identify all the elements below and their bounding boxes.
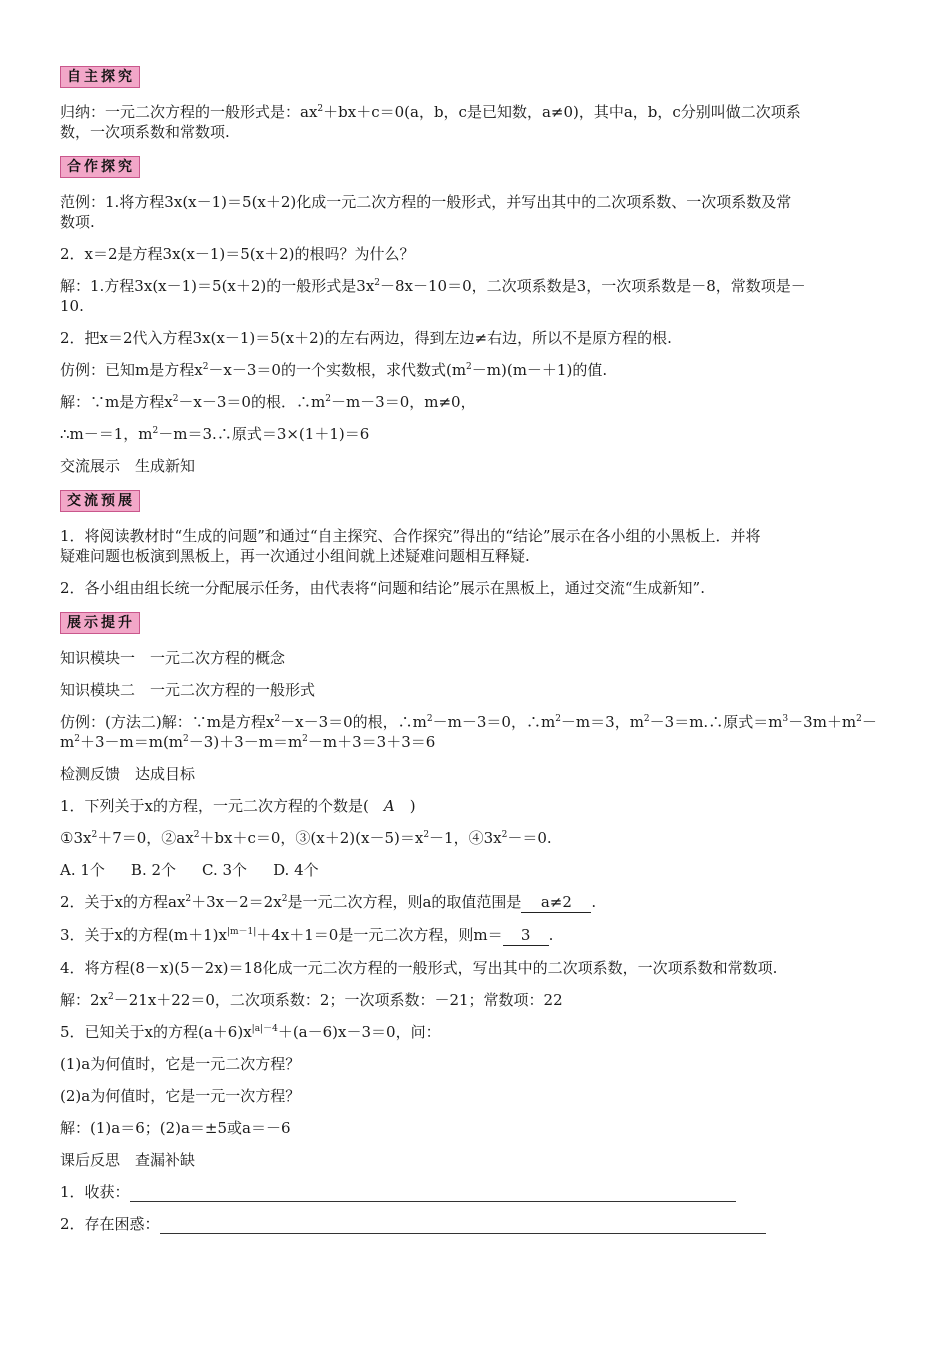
question-1: 1．下列关于x的方程，一元二次方程的个数是( A ) <box>60 797 416 815</box>
question-5-solution: 解：(1)a＝6；(2)a＝±5或a＝－6 <box>60 1119 291 1137</box>
answer-q2: a≠2 <box>521 892 591 913</box>
question-5-part-2: (2)a为何值时，它是一元一次方程？ <box>60 1087 301 1105</box>
question-4: 4．将方程(8－x)(5－2x)＝18化成一元二次方程的一般形式，写出其中的二次项系数，一次项系数和常数项. <box>60 959 778 977</box>
question-1-options <box>60 860 890 880</box>
imitation-solution-2: ∴m－＝1，$m^2-m=3.\therefore$原式＝3×(1＋1)＝6 <box>60 425 370 443</box>
section-tag-hezuo: 合作探究 <box>60 156 890 178</box>
answer-q1: A <box>383 797 395 815</box>
example-solution-1: 解：1.方程3x(x－1)＝5(x＋2)的一般形式是$3x^2-8x-10=0$，二次项系数是3，一次项系数是－8，常数项是－ 10. <box>60 277 806 315</box>
knowledge-module-2: 知识模块二 一元二次方程的一般形式 <box>60 681 316 699</box>
summary-paragraph: 归纳：一元二次方程的一般形式是：$ax^2+bx+c=0(a$，b，c是已知数，a≠0)，其中a，b，c分别叫做二次项系 数，一次项系数和常数项. <box>60 103 801 141</box>
example-question-2: 2．x＝2是方程3x(x－1)＝5(x＋2)的根吗？为什么？ <box>60 245 415 263</box>
imitation-question: 仿例：已知m是方程$x^2-x-3=0$的一个实数根，求代数式$(m^2-m)(m-+1)$的值. <box>60 361 608 379</box>
option-a: A. 1个 <box>60 861 105 879</box>
option-c: C. 3个 <box>202 861 248 879</box>
question-3: 3．关于x的方程$(m+1)x^{|m-1|}+4x+1=0$是一元二次方程，则m＝ 3 . <box>60 926 554 944</box>
section-tag-zhanshi: 展示提升 <box>60 612 890 634</box>
reflection-gain: 1．收获： <box>60 1182 890 1202</box>
example-solution-2: 2．把x＝2代入方程3x(x－1)＝5(x＋2)的左右两边，得到左边≠右边，所以不是原方程的根. <box>60 329 672 347</box>
question-2: 2．关于x的方程$ax^2+3x-2=2x^2$是一元二次方程，则a的取值范围是 a≠2 . <box>60 893 597 911</box>
option-d: D. 4个 <box>273 861 319 879</box>
confusion-blank-line[interactable] <box>160 1219 766 1234</box>
question-5-part-1: (1)a为何值时，它是一元二次方程？ <box>60 1055 301 1073</box>
section-tag-zizhu: 自主探究 <box>60 66 890 88</box>
section-tag-jiaoliu: 交流预展 <box>60 490 890 512</box>
imitation-solution-1: 解：∵m是方程$x^2-x-3=0$的根．$\therefore m^2-m-3=0$，m≠0， <box>60 393 476 411</box>
exchange-title: 交流展示 生成新知 <box>60 457 196 475</box>
example-question-1: 范例：1.将方程3x(x－1)＝5(x＋2)化成一元二次方程的一般形式，并写出其中的二次项系数、一次项系数及常 数项. <box>60 193 792 231</box>
reflection-title: 课后反思 查漏补缺 <box>60 1151 196 1169</box>
exchange-item-1: 1．将阅读教材时“生成的问题”和通过“自主探究、合作探究”得出的“结论”展示在各小组的小黑板上．并将 疑难问题也板演到黑板上，再一次通过小组间就上述疑难问题相互释疑. <box>60 527 761 565</box>
question-4-solution: 解：$2x^2-21x+22=0$，二次项系数：2；一次项系数：－21；常数项：22 <box>60 991 563 1009</box>
answer-q3: 3 <box>503 925 549 946</box>
test-title: 检测反馈 达成目标 <box>60 765 196 783</box>
question-1-equations: $①3x^2+7=0$，$②ax^2+bx+c=0$，$③(x+2)(x-5)=x^2-1$，$④3x^2-=0$. <box>60 829 552 847</box>
worksheet-page <box>60 66 890 1234</box>
reflection-confusion: 2．存在困惑： <box>60 1214 890 1234</box>
question-5: 5．已知关于x的方程$(a+6)x^{|a|-4}+(a-6)x-3=0$，问： <box>60 1023 441 1041</box>
gain-blank-line[interactable] <box>130 1187 736 1202</box>
option-b: B. 2个 <box>130 861 177 879</box>
imitation-method-2: 仿例：(方法二)解：∵m是方程$x^2-x-3=0$的根，$\therefore m^2-m-3=0$，$\therefore m^2-m=3$，$m^2-3=m.\therefore$原式$=m^3-3m+m^2-$ $m^2+3-m=m(m^2-3)+3-m=m^2-m+3=3+3=6$ <box>60 713 877 751</box>
exchange-item-2: 2．各小组由组长统一分配展示任务，由代表将“问题和结论”展示在黑板上，通过交流“生成新知”. <box>60 579 705 597</box>
knowledge-module-1: 知识模块一 一元二次方程的概念 <box>60 649 286 667</box>
